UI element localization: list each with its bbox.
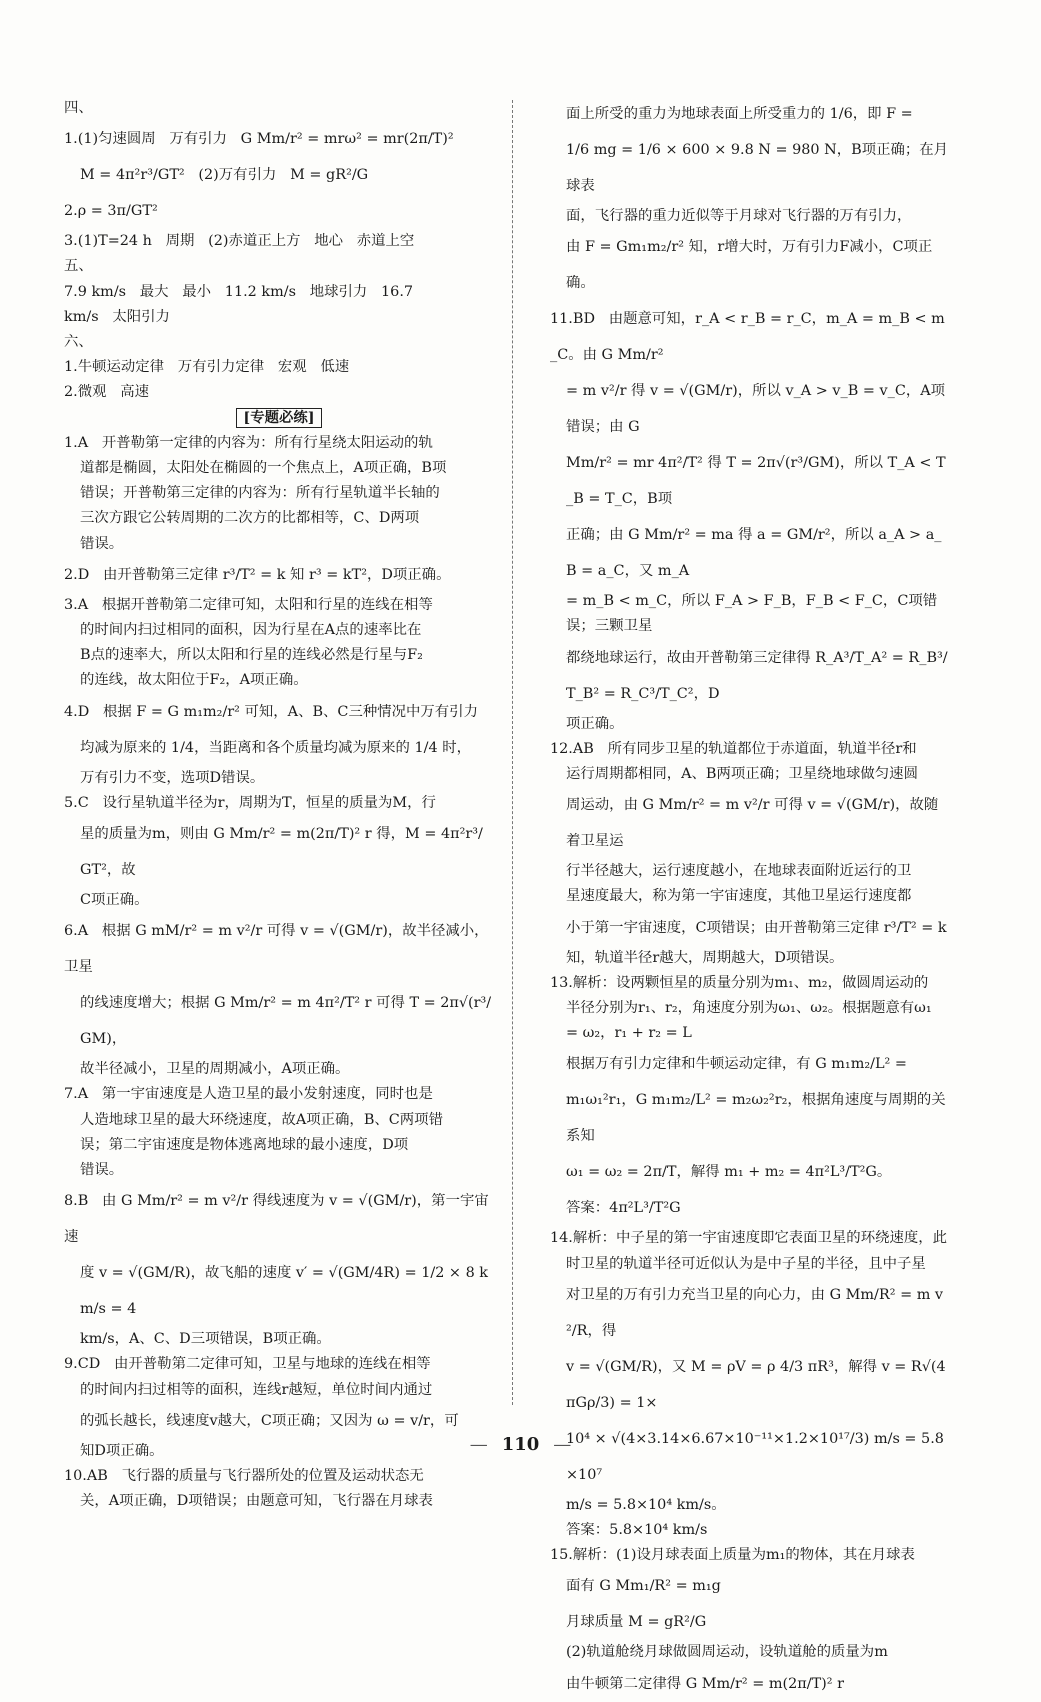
line-text: 行半径越大，运行速度越小，在地球表面附近运行的卫: [566, 863, 912, 880]
text-line: [550, 762, 950, 787]
line-text: 月球质量 M = gR²/G: [566, 1614, 707, 1631]
text-line: [64, 254, 494, 279]
text-line: [550, 712, 950, 737]
line-text: 13.解析：设两颗恒星的质量分别为m₁、m₂，做圆周运动的: [550, 974, 929, 991]
text-line: [550, 910, 950, 946]
text-line: [64, 791, 494, 816]
text-line: [550, 1543, 950, 1568]
text-line: [550, 1421, 950, 1493]
text-line: [64, 481, 494, 506]
text-line: [550, 1154, 950, 1190]
line-text: B点的速率大，所以太阳和行星的连线必然是行星与F₂: [80, 647, 423, 664]
line-text: 的线速度增大；根据 G Mm/r² = m 4π²/T² r 可得 T = 2π√(r³/GM)，: [80, 995, 492, 1048]
line-text: 15.解析：(1)设月球表面上质量为m₁的物体，其在月球表: [550, 1547, 915, 1564]
right-column: [550, 96, 950, 1702]
text-line: [64, 193, 494, 229]
text-line: [64, 305, 494, 330]
line-text: 三次方跟它公转周期的二次方的比都相等，C、D两项: [80, 510, 420, 527]
line-text: 道都是椭圆，太阳处在椭圆的一个焦点上，A项正确，B项: [80, 460, 447, 477]
text-line: [550, 1190, 950, 1226]
text-line: [64, 456, 494, 481]
line-text: 的时间内扫过相同的面积，因为行星在A点的速率比在: [80, 622, 422, 639]
line-text: 5.C 设行星轨道半径为r，周期为T，恒星的质量为M，行: [64, 794, 436, 811]
text-line: [64, 888, 494, 913]
line-text: 1.A 开普勒第一定律的内容为：所有行星绕太阳运动的轨: [64, 434, 433, 451]
line-text: 星的质量为m，则由 G Mm/r² = m(2π/T)² r 得，M = 4π²r³/GT²，故: [80, 826, 483, 879]
text-line: [550, 1640, 950, 1665]
line-text: 的连线，故太阳位于F₂，A项正确。: [80, 672, 308, 689]
line-text: = m_B < m_C，所以 F_A > F_B，F_B < F_C，C项错误；三颗卫星: [566, 593, 938, 635]
text-line: [550, 737, 950, 762]
line-text: 1/6 mg = 1/6 × 600 × 9.8 N = 980 N，B项正确；在月球表: [566, 142, 949, 194]
line-text: 2.微观 高速: [64, 384, 150, 401]
text-line: [64, 643, 494, 668]
line-text: 面，飞行器的重力近似等于月球对飞行器的万有引力，: [566, 208, 912, 224]
line-text: C项正确。: [80, 892, 149, 909]
text-line: [64, 532, 494, 557]
text-line: [64, 593, 494, 618]
line-text: m/s = 5.8×10⁴ km/s。: [566, 1496, 726, 1513]
line-text: 7.9 km/s 最大 最小 11.2 km/s 地球引力 16.7: [64, 283, 414, 300]
text-line: [64, 406, 494, 431]
line-text: 6.A 根据 G mM/r² = m v²/r 可得 v = √(GM/r)，故半径减小，卫星: [64, 923, 489, 976]
text-line: [550, 229, 950, 301]
line-text: km/s，A、C、D三项错误，B项正确。: [80, 1331, 331, 1348]
text-line: [64, 1057, 494, 1082]
text-line: [550, 1082, 950, 1154]
text-line: [64, 730, 494, 766]
text-line: [64, 1255, 494, 1327]
line-text: km/s 太阳引力: [64, 308, 170, 325]
line-text: m₁ω₁²r₁，G m₁m₂/L² = m₂ω₂²r₂，根据角速度与周期的关系知: [566, 1092, 946, 1145]
text-line: [550, 1277, 950, 1349]
text-line: [64, 816, 494, 888]
text-line: [64, 1489, 494, 1514]
text-line: [550, 1518, 950, 1543]
line-text: 错误。: [80, 535, 124, 552]
line-text: 3.A 根据开普勒第二定律可知，太阳和行星的连线在相等: [64, 596, 433, 613]
line-text: 由 F = Gm₁m₂/r² 知，r增大时，万有引力F减小，C项正确。: [566, 239, 933, 292]
line-text: 答案：4π²L³/T²G: [566, 1200, 681, 1217]
page-number: 110: [501, 1434, 540, 1455]
line-text: 小于第一宇宙速度，C项错误；由开普勒第三定律 r³/T² = k: [566, 919, 947, 936]
text-line: [550, 589, 950, 639]
line-text: 周运动，由 G Mm/r² = m v²/r 可得 v = √(GM/r)，故随着卫星运: [566, 797, 939, 850]
line-text: 面有 G Mm₁/R² = m₁g: [566, 1578, 721, 1595]
text-line: [64, 1082, 494, 1107]
line-text: 对卫星的万有引力充当卫星的向心力，由 G Mm/R² = m v²/R，得: [566, 1286, 944, 1339]
text-line: [64, 229, 494, 254]
text-line: [550, 859, 950, 884]
text-line: [64, 431, 494, 456]
text-line: [550, 96, 950, 132]
text-line: [64, 1108, 494, 1133]
line-text: 关，A项正确，D项错误；由题意可知，飞行器在月球表: [80, 1493, 433, 1510]
line-text: 人造地球卫星的最大环绕速度，故A项正确，B、C两项错: [80, 1111, 443, 1128]
text-line: [64, 1133, 494, 1158]
line-text: 正确；由 G Mm/r² = ma 得 a = GM/r²，所以 a_A > a_B = a_C，又 m_A: [566, 527, 942, 580]
line-text: 2.D 由开普勒第三定律 r³/T² = k 知 r³ = kT²，D项正确。: [64, 566, 451, 583]
text-line: [64, 766, 494, 791]
line-text: M = 4π²r³/GT² (2)万有引力 M = gR²/G: [80, 167, 369, 184]
line-text: 的弧长越长，线速度v越大，C项正确；又因为 ω = v/r，可: [80, 1412, 459, 1429]
line-text: 2.ρ = 3π/GT²: [64, 203, 158, 220]
line-text: 时卫星的轨道半径可近似认为是中子星的半径，且中子星: [566, 1255, 926, 1272]
line-text: 10.AB 飞行器的质量与飞行器所处的位置及运动状态无: [64, 1468, 424, 1485]
text-line: [64, 280, 494, 305]
text-line: [64, 668, 494, 693]
text-line: [64, 330, 494, 355]
line-text: 误；第二宇宙速度是物体逃离地球的最小速度，D项: [80, 1136, 409, 1153]
line-text: 1.(1)匀速圆周 万有引力 G Mm/r² = mrω² = mr(2π/T)²: [64, 131, 454, 148]
text-line: [550, 884, 950, 909]
line-text: 根据万有引力定律和牛顿运动定律，有 G m₁m₂/L² =: [566, 1056, 907, 1073]
text-line: [64, 1464, 494, 1489]
text-line: [64, 1352, 494, 1377]
text-line: [64, 121, 494, 157]
line-text: 知，轨道半径r越大，周期越大，D项错误。: [566, 949, 844, 966]
line-text: 故半径减小，卫星的周期减小，A项正确。: [80, 1061, 350, 1078]
line-text: 度 v = √(GM/R)，故飞船的速度 v′ = √(GM/4R) = 1/2 × 8 km/s = 4: [80, 1265, 489, 1318]
line-text: 星速度最大，称为第一宇宙速度，其他卫星运行速度都: [566, 888, 912, 905]
text-line: [550, 971, 950, 996]
line-text: 8.B 由 G Mm/r² = m v²/r 得线速度为 v = √(GM/r)，第一宇宙速: [64, 1193, 489, 1246]
line-text: 均减为原来的 1/4，当距离和各个质量均减为原来的 1/4 时，: [80, 739, 472, 756]
text-line: [64, 380, 494, 405]
text-line: [550, 1021, 950, 1046]
line-text: = ω₂，r₁ + r₂ = L: [566, 1025, 692, 1042]
page-footer: — 110 —: [469, 1434, 572, 1455]
line-text: 都绕地球运行，故由开普勒第三定律得 R_A³/T_A² = R_B³/T_B² = R_C³/T_C²，D: [566, 649, 948, 702]
text-line: [64, 1158, 494, 1183]
line-text: v = √(GM/R)，又 M = ρV = ρ 4/3 πR³，解得 v = R√(4πGρ/3) = 1×: [566, 1358, 946, 1411]
text-line: [550, 1226, 950, 1251]
text-line: [64, 1378, 494, 1403]
line-text: 10⁴ × √(4×3.14×6.67×10⁻¹¹×1.2×10¹⁷/3) m/s = 5.8×10⁷: [566, 1430, 944, 1483]
line-text: 错误。: [80, 1162, 124, 1179]
left-column: [64, 96, 494, 1515]
line-text: 4.D 根据 F = G m₁m₂/r² 可知，A、B、C三种情况中万有引力: [64, 703, 478, 720]
text-line: [64, 157, 494, 193]
text-line: [550, 946, 950, 971]
line-text: 的时间内扫过相等的面积，连线r越短，单位时间内通过: [80, 1381, 433, 1398]
line-text: (2)轨道舱绕月球做圆周运动，设轨道舱的质量为m: [566, 1644, 888, 1661]
line-text: 答案：5.8×10⁴ km/s: [566, 1522, 708, 1539]
line-text: 半径分别为r₁、r₂，角速度分别为ω₁、ω₂。根据题意有ω₁: [566, 1000, 932, 1017]
text-line: [64, 96, 494, 121]
line-text: 1.牛顿运动定律 万有引力定律 宏观 低速: [64, 359, 350, 376]
line-text: 六、: [64, 334, 93, 351]
text-line: [64, 1183, 494, 1255]
line-text: 知D项正确。: [80, 1442, 164, 1459]
text-line: [550, 787, 950, 859]
text-line: [64, 913, 494, 985]
line-text: ω₁ = ω₂ = 2π/T，解得 m₁ + m₂ = 4π²L³/T²G。: [566, 1164, 892, 1181]
line-text: 面上所受的重力为地球表面上所受重力的 1/6，即 F =: [566, 106, 913, 122]
text-line: [550, 1493, 950, 1518]
text-line: [550, 640, 950, 712]
text-line: [64, 694, 494, 730]
text-line: [550, 1604, 950, 1640]
line-text: 12.AB 所有同步卫星的轨道都位于赤道面，轨道半径r和: [550, 740, 917, 757]
text-line: [550, 517, 950, 589]
text-line: [550, 1046, 950, 1082]
section-heading: [专题必练]: [236, 408, 321, 428]
text-line: [550, 132, 950, 204]
line-text: 万有引力不变，选项D错误。: [80, 769, 265, 786]
line-text: 错误；开普勒第三定律的内容为：所有行星轨道半长轴的: [80, 485, 440, 502]
line-text: 7.A 第一宇宙速度是人造卫星的最小发射速度，同时也是: [64, 1086, 433, 1103]
text-line: [64, 985, 494, 1057]
line-text: = m v²/r 得 v = √(GM/r)，所以 v_A > v_B = v_C，A项错误；由 G: [566, 383, 945, 436]
column-divider: [512, 100, 513, 1405]
line-text: Mm/r² = mr 4π²/T² 得 T = 2π√(r³/GM)，所以 T_A < T_B = T_C，B项: [566, 455, 946, 508]
line-text: 运行周期都相同，A、B两项正确；卫星绕地球做匀速圆: [566, 766, 918, 783]
line-text: 四、: [64, 100, 93, 116]
text-line: [550, 445, 950, 517]
text-line: [550, 1568, 950, 1604]
text-line: [550, 1252, 950, 1277]
line-text: 11.BD 由题意可知，r_A < r_B = r_C，m_A = m_B < m_C。由 G Mm/r²: [550, 311, 945, 364]
text-line: [64, 618, 494, 643]
text-line: [550, 1666, 950, 1702]
text-line: [550, 1349, 950, 1421]
line-text: 项正确。: [566, 715, 624, 732]
text-line: [64, 1327, 494, 1352]
line-text: 五、: [64, 258, 93, 275]
text-line: [64, 557, 494, 593]
text-line: [64, 355, 494, 380]
text-line: [550, 373, 950, 445]
line-text: 14.解析：中子星的第一宇宙速度即它表面卫星的环绕速度，此: [550, 1230, 948, 1247]
line-text: 9.CD 由开普勒第二定律可知，卫星与地球的连线在相等: [64, 1356, 431, 1373]
line-text: 由牛顿第二定律得 G Mm/r² = m(2π/T)² r: [566, 1675, 845, 1692]
text-line: [64, 506, 494, 531]
text-line: [550, 204, 950, 229]
text-line: [550, 996, 950, 1021]
text-line: [550, 301, 950, 373]
line-text: 3.(1)T=24 h 周期 (2)赤道正上方 地心 赤道上空: [64, 233, 415, 250]
